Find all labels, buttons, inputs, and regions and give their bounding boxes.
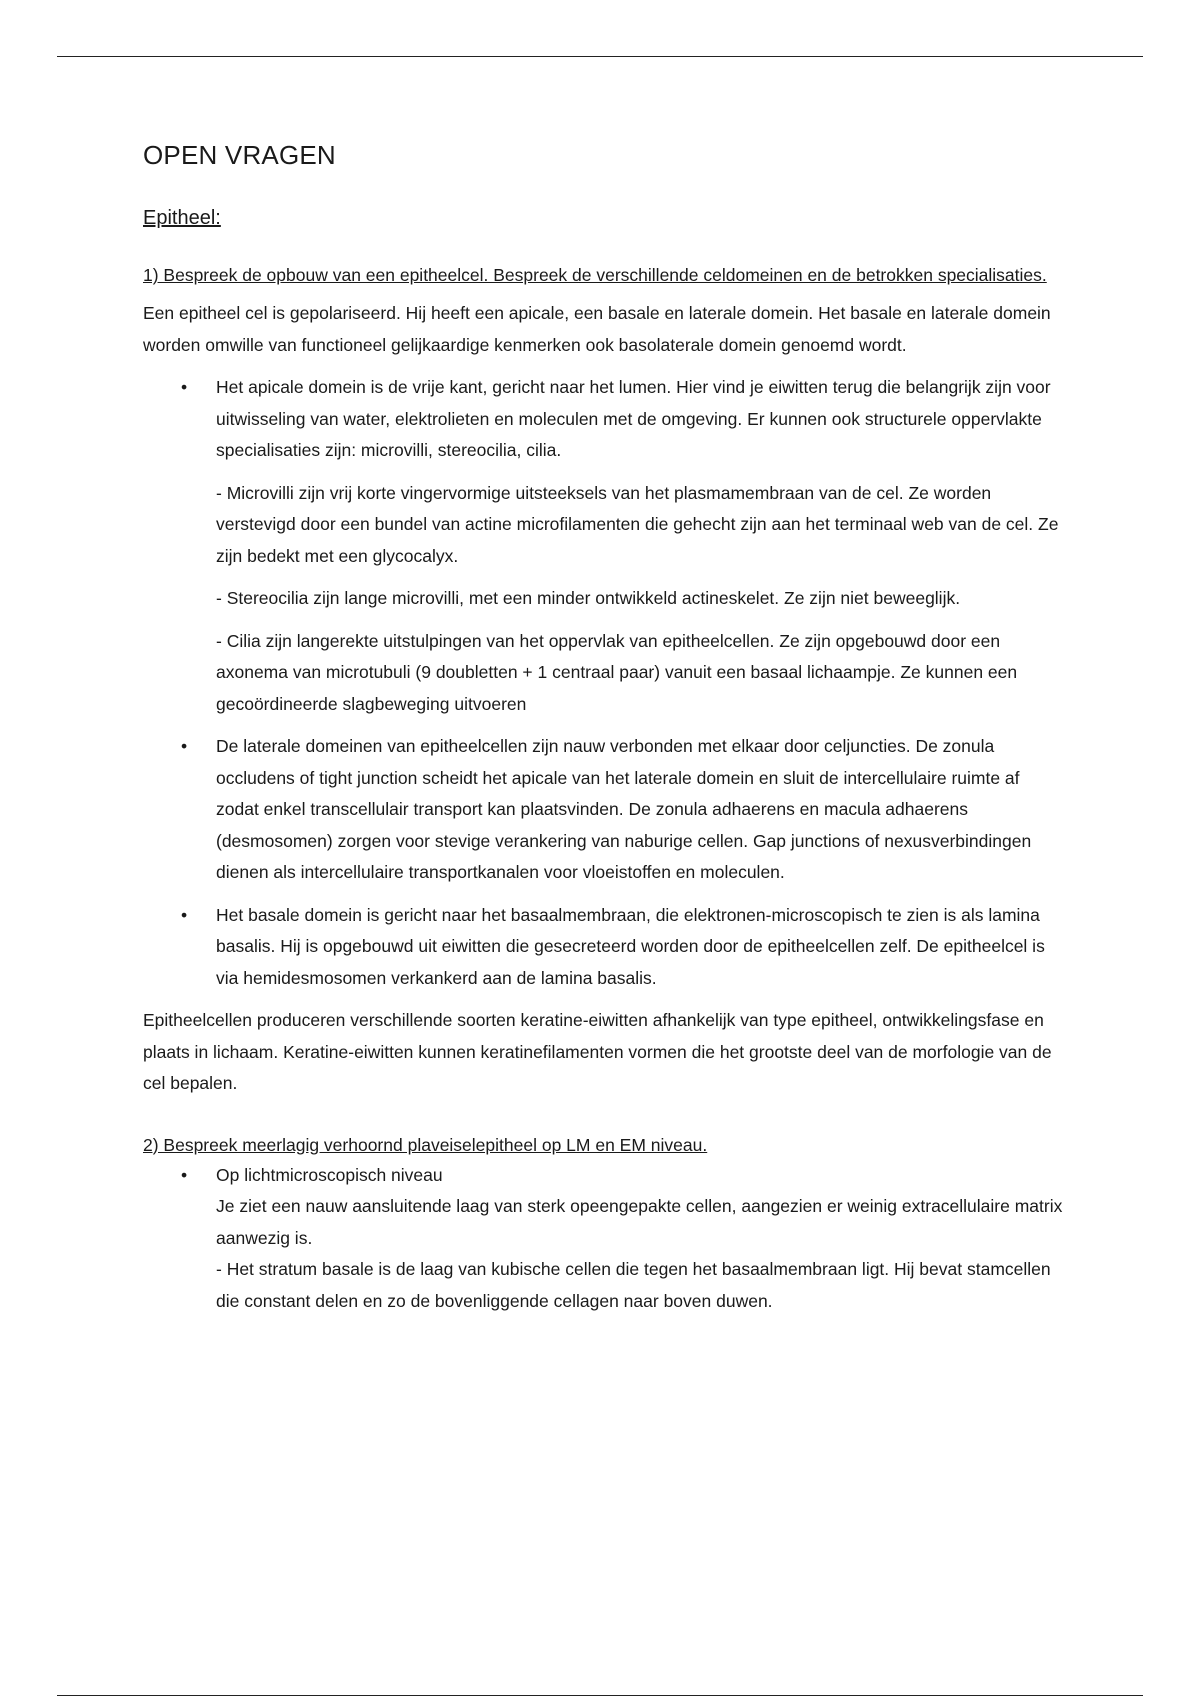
question-1-bullets: [143, 372, 1063, 994]
bullet-lateral-text: De laterale domeinen van epitheelcellen zijn nauw verbonden met elkaar door celjuncties. De zonula occludens of tight junction scheidt het apicale van het laterale domein en sluit de intercellulaire ruimte af zodat enkel transcellulair transport kan plaatsvinden. De zonula adhaerens en macula adhaerens (desmosomen) zorgen voor stevige verankering van naburige cellen. Gap junctions of nexusverbindingen dienen als intercellulaire transportkanalen voor vloeistoffen en moleculen.: [216, 736, 1032, 882]
lm-line-2: - Het stratum basale is de laag van kubische cellen die tegen het basaalmembraan ligt. Hij bevat stamcellen die constant delen en zo de bovenliggende cellagen naar boven duwen.: [216, 1259, 1051, 1311]
bullet-icon: •: [181, 1164, 188, 1185]
bullet-icon: •: [181, 904, 188, 925]
bullet-icon: •: [181, 736, 188, 756]
sub-stereocilia: - Stereocilia zijn lange microvilli, met een minder ontwikkeld actineskelet. Ze zijn niet beweeglijk.: [216, 588, 961, 608]
bullet-icon: •: [181, 377, 188, 397]
bullet-basal-text: Het basale domein is gericht naar het basaalmembraan, die elektronen-microscopisch te zien is als lamina basalis. Hij is opgebouwd uit eiwitten die gesecreteerd worden door de epitheelcellen zelf. De epitheelcel is via hemidesmosomen verkankerd aan de lamina basalis.: [216, 904, 1045, 988]
question-1-title: 1) Bespreek de opbouw van een epitheelcel. Bespreek de verschillende celdomeinen en de betrokken specialisaties.: [143, 265, 1047, 285]
sub-cilia: - Cilia zijn langerekte uitstulpingen van het oppervlak van epitheelcellen. Ze zijn opgebouwd door een axonema van microtubuli (9 doubletten + 1 centraal paar) vanuit een basaal lichaampje. Ze kunnen een gecoördineerde slagbeweging uitvoeren: [216, 630, 1018, 714]
bullet-lm-title: Op lichtmicroscopisch niveau: [216, 1164, 443, 1185]
list-item: [143, 900, 1063, 995]
question-1-outro: Epitheelcellen produceren verschillende soorten keratine-eiwitten afhankelijk van type epitheel, ontwikkelingsfase en plaats in lichaam. Keratine-eiwitten kunnen keratinefilamenten vormen die het grootste deel van de morfologie van de cel bepalen.: [143, 1010, 1052, 1093]
sub-microvilli: - Microvilli zijn vrij korte vingervormige uitsteeksels van het plasmamembraan van de cel. Ze worden verstevigd door een bundel van actine microfilamenten die gehecht zijn aan het terminaal web van de cel. Ze zijn bedekt met een glycocalyx.: [216, 482, 1059, 566]
bullet-apical-text: Het apicale domein is de vrije kant, gericht naar het lumen. Hier vind je eiwitten terug die belangrijk zijn voor uitwisseling van water, elektrolieten en moleculen met de omgeving. Er kunnen ook structurele oppervlakte specialisaties zijn: microvilli, stereocilia, cilia.: [216, 377, 1051, 460]
list-item: [143, 1160, 1063, 1318]
page-title: OPEN VRAGEN: [143, 140, 336, 170]
question-2: [143, 1130, 1063, 1318]
list-item: [143, 372, 1063, 720]
document-body: [143, 140, 1063, 1325]
lm-line-1: Je ziet een nauw aansluitende laag van sterk opeengepakte cellen, aangezien er weinig extracellulaire matrix aanwezig is.: [216, 1196, 1063, 1248]
list-item: [143, 731, 1063, 889]
question-2-bullets: [143, 1160, 1063, 1318]
bottom-rule: [57, 1695, 1143, 1696]
question-2-title: 2) Bespreek meerlagig verhoornd plaveiselepitheel op LM en EM niveau.: [143, 1134, 708, 1155]
top-rule: [57, 56, 1143, 57]
question-1: [143, 260, 1063, 1100]
section-heading: Epitheel:: [143, 207, 221, 229]
question-1-intro: Een epitheel cel is gepolariseerd. Hij heeft een apicale, een basale en laterale domein. Het basale en laterale domein worden omwille van functioneel gelijkaardige kenmerken ook basolaterale domein genoemd wordt.: [143, 303, 1051, 355]
